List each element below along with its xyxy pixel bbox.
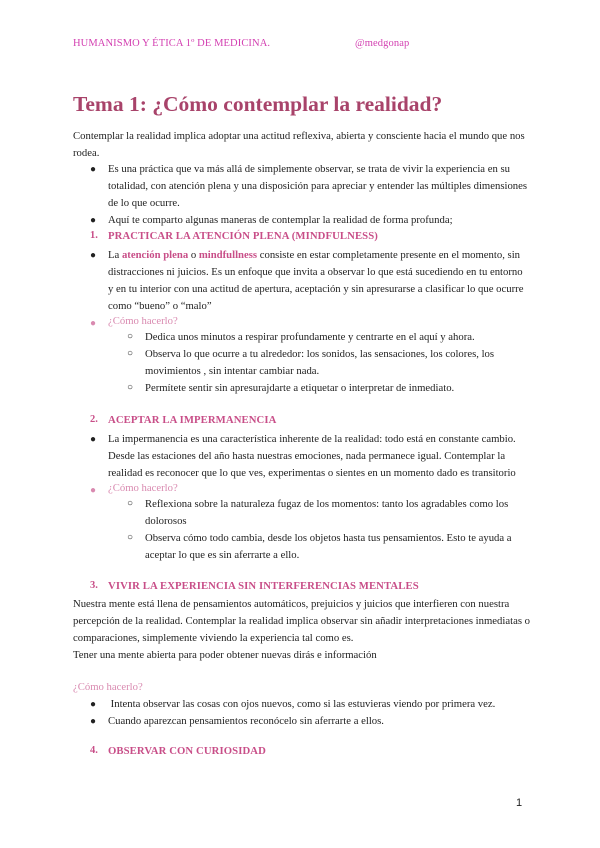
section-3-step-1: Intenta observar las cosas con ojos nuevos, como si las estuvieras viendo por primera vez. (108, 698, 496, 710)
section-2-step-1: Reflexiona sobre la naturaleza fugaz de los momentos: tanto los agradables como los dolorosos (145, 498, 509, 527)
section-2-number: 2. (90, 414, 98, 425)
circle-bullet-icon: ○ (127, 382, 134, 393)
section-1-step-3: Permítete sentir sin apresurajdarte a etiquetar o interpretar de inmediato. (145, 382, 455, 394)
highlight-mindfullness: mindfullness (198, 249, 258, 261)
section-3-paragraph: Nuestra mente está llena de pensamientos automáticos, prejuicios y juicios que interfieren con nuestra percepción de la realidad. Contemplar la realidad implica observar sin añadir interpretaciones inmediatas o comparaciones, simplemente viviendo la experiencia tal como es. (73, 598, 531, 644)
section-1-how-label: ¿Cómo hacerlo? (108, 315, 178, 327)
section-4-number: 4. (90, 745, 98, 756)
section-2-how-label: ¿Cómo hacerlo? (108, 482, 178, 494)
bullet-icon: ● (90, 716, 97, 727)
section-2-heading: ACEPTAR LA IMPERMANENCIA (108, 414, 277, 426)
section-3-paragraph-2: Tener una mente abierta para poder obtener nuevas dirás e información (73, 649, 377, 661)
section-1-number: 1. (90, 230, 98, 241)
section-1-step-1: Dedica unos minutos a respirar profundamente y centrarte en el aquí y ahora. (145, 331, 475, 343)
header-course: HUMANISMO Y ÉTICA 1º DE MEDICINA. (73, 38, 271, 49)
intro-bullet-1: Es una práctica que va más allá de simplemente observar, se trata de vivir la experiencia en su totalidad, con atención plena y una disposición para apreciar y entender las múltiples dimensiones de lo que ocurre. (108, 163, 528, 209)
bullet-icon: ● (90, 318, 97, 329)
bullet-icon: ● (90, 485, 97, 496)
section-1-heading: PRACTICAR LA ATENCIÓN PLENA (MINDFULNESS) (108, 230, 378, 242)
section-2-bullet: La impermanencia es una característica inherente de la realidad: todo está en constante cambio. Desde las estaciones del año hasta nuestras emociones, nada permanece igual. Contemplar la realidad es reconocer que lo que ves, experimentas o sientes en un momento dado es transitorio (108, 433, 516, 479)
section-1-step-2: Observa lo que ocurre a tu alrededor: los sonidos, las sensaciones, los colores, los movimientos , sin intentar cambiar nada. (145, 348, 495, 377)
intro-bullet-2: Aquí te comparto algunas maneras de contemplar la realidad de forma profunda; (108, 214, 453, 226)
circle-bullet-icon: ○ (127, 331, 134, 342)
page-title: Tema 1: ¿Cómo contemplar la realidad? (73, 92, 443, 116)
circle-bullet-icon: ○ (127, 532, 134, 543)
section-1-bullet (108, 247, 528, 315)
intro-paragraph: Contemplar la realidad implica adoptar una actitud reflexiva, abierta y consciente hacia el mundo que nos rodea. (73, 130, 525, 159)
section-1-bullet-pre: La (108, 249, 122, 261)
section-4-heading: OBSERVAR CON CURIOSIDAD (108, 745, 266, 757)
header-handle: @medgonap (355, 38, 410, 49)
bullet-icon: ● (90, 434, 97, 445)
section-3-number: 3. (90, 580, 98, 591)
section-3-step-2: Cuando aparezcan pensamientos reconócelo sin aferrarte a ellos. (108, 715, 384, 727)
bullet-icon: ● (90, 250, 97, 261)
bullet-icon: ● (90, 215, 97, 226)
section-1-bullet-post: consiste en estar completamente presente en el momento, sin distracciones ni juicios. Es un enfoque que invita a observar lo que está sucediendo en tu entorno y en tu interior con una actitud de apertura, aceptación y sin apresurarse a clasificar lo que ocurre como “bueno” o “malo” (108, 249, 524, 312)
highlight-atencion-plena: atención plena (121, 249, 189, 261)
section-2-step-2: Observa cómo todo cambia, desde los objetos hasta tus pensamientos. Esto te ayuda a aceptar lo que es sin aferrarte a ello. (145, 532, 512, 561)
bullet-icon: ● (90, 699, 97, 710)
section-3-how-label: ¿Cómo hacerlo? (73, 681, 143, 693)
section-1-bullet-mid: o (188, 249, 199, 261)
page-number: 1 (516, 797, 523, 809)
circle-bullet-icon: ○ (127, 348, 134, 359)
bullet-icon: ● (90, 164, 97, 175)
circle-bullet-icon: ○ (127, 498, 134, 509)
section-3-heading: VIVIR LA EXPERIENCIA SIN INTERFERENCIAS MENTALES (108, 580, 419, 592)
